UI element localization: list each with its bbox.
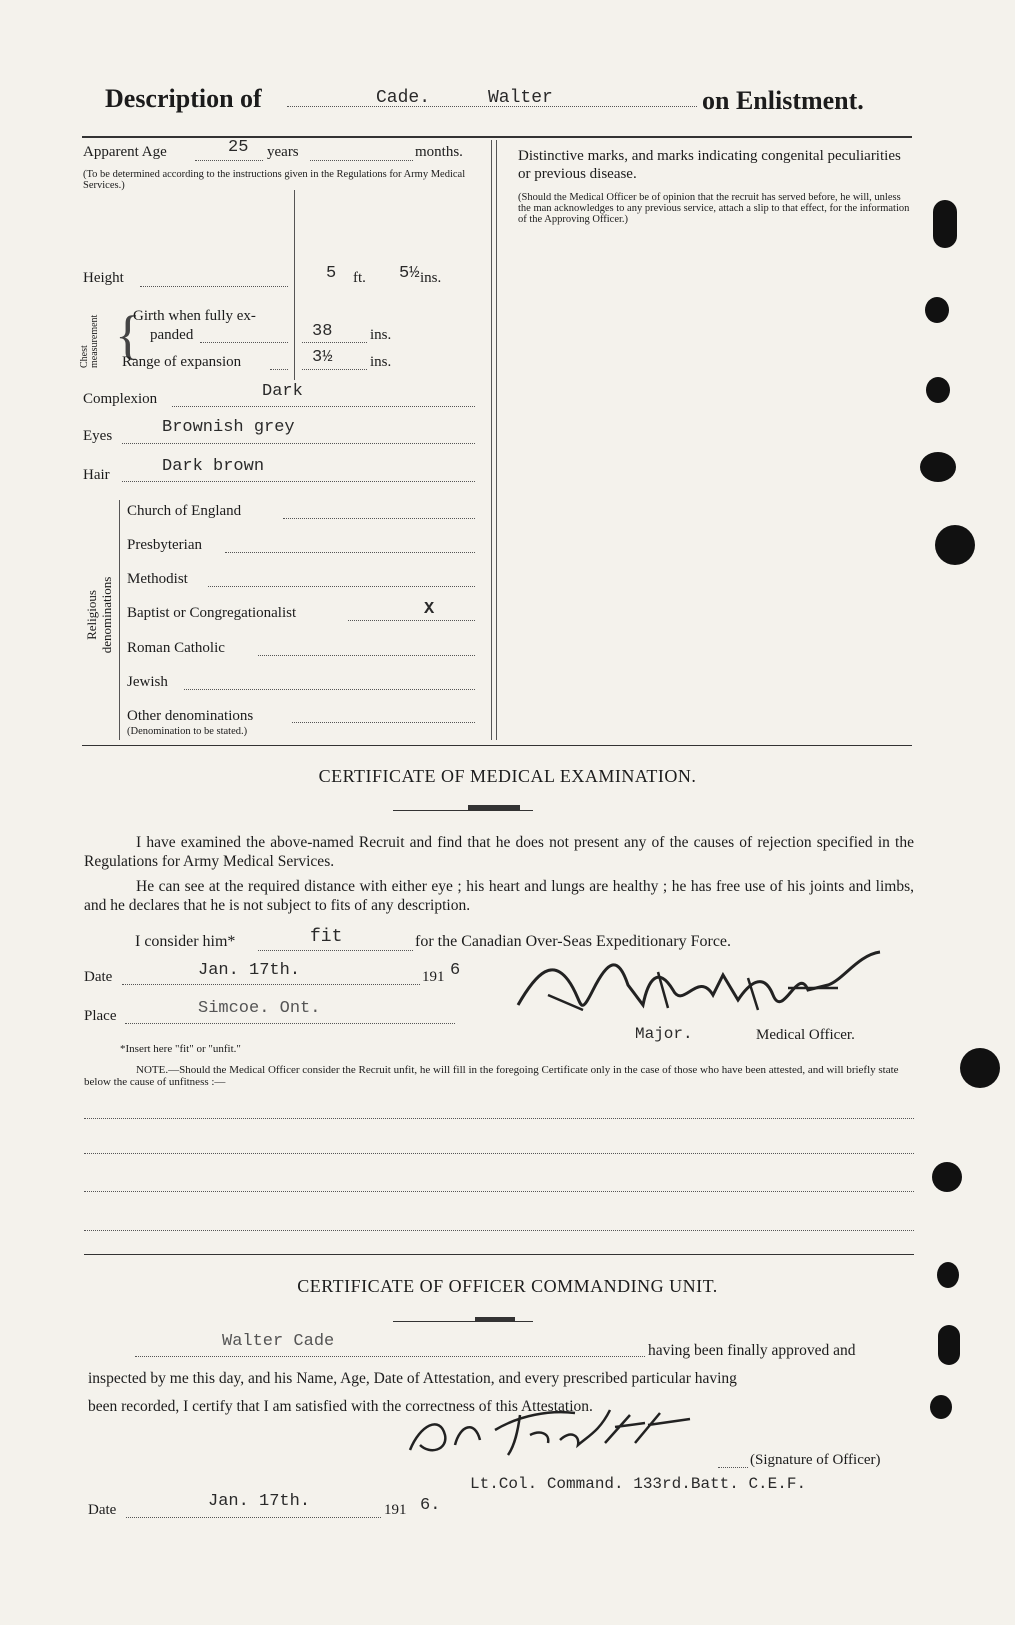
complexion-label: Complexion	[83, 391, 158, 407]
ins-label: ins.	[420, 270, 442, 286]
medical-para1: I have examined the above-named Recruit and find that he does not present any of the causes of rejection specified in the Regulations for Army Medical Services.	[84, 834, 914, 870]
unfit-note: NOTE.—Should the Medical Officer consider the Recruit unfit, he will fill in the foregoing Certificate only in the case of those who have been attested, and will briefly state below the cause of unfitness :—	[84, 1064, 899, 1088]
religion-label: Religious denominations	[84, 576, 114, 654]
denomination-label: Other denominations	[127, 708, 254, 724]
denomination-label: Presbyterian	[127, 537, 202, 553]
commanding-line3: been recorded, I certify that I am satisfied with the correctness of this Attestation.	[88, 1398, 593, 1415]
place-label: Place	[84, 1008, 117, 1024]
place-value: Simcoe. Ont.	[198, 999, 321, 1018]
denomination-note: (Denomination to be stated.)	[127, 726, 248, 737]
chest-label: Chest measurement	[79, 314, 100, 368]
denomination-mark: X	[424, 600, 435, 619]
marks-heading: Distinctive marks, and marks indicating congenital peculiarities or previous disease.	[518, 148, 901, 182]
hair-label: Hair	[83, 467, 110, 483]
punch-hole	[960, 1048, 1000, 1088]
eyes-value: Brownish grey	[162, 418, 295, 437]
commanding-officer-signature	[400, 1405, 720, 1465]
fit-value: fit	[310, 927, 343, 947]
punch-hole	[920, 452, 956, 482]
header-surname: Cade.	[376, 88, 431, 108]
height-ft-value: 5	[326, 264, 337, 283]
commanding-date-label: Date	[88, 1502, 117, 1518]
medical-para2: He can see at the required distance with either eye ; his heart and lungs are healthy ; he has free use of his joints and limbs, and he declares that he is not subject to fits of any description.	[84, 878, 914, 914]
girth-label-1: Girth when fully ex-	[133, 308, 256, 324]
medical-year-prefix: 191	[422, 969, 445, 985]
signature-label: (Signature of Officer)	[750, 1452, 881, 1468]
medical-officer-signature	[508, 950, 888, 1030]
punch-hole	[938, 1325, 960, 1365]
ft-label: ft.	[353, 270, 366, 286]
girth-label-2: panded	[150, 327, 194, 343]
insert-note: *Insert here "fit" or "unfit."	[120, 1043, 241, 1055]
age-value: 25	[228, 138, 249, 157]
commanding-year-prefix: 191	[384, 1502, 407, 1518]
rule-ornament	[475, 1317, 515, 1321]
commanding-date-value: Jan. 17th.	[208, 1492, 311, 1511]
medical-date-value: Jan. 17th.	[198, 961, 301, 980]
denomination-label: Roman Catholic	[127, 640, 225, 656]
age-label: Apparent Age	[83, 144, 167, 160]
age-note: (To be determined according to the instructions given in the Regulations for Army Medical Services.)	[83, 169, 466, 191]
denomination-label: Methodist	[127, 571, 188, 587]
rule-ornament	[468, 805, 520, 810]
range-ins-label: ins.	[370, 354, 392, 370]
medical-rank: Major.	[635, 1025, 693, 1043]
denomination-label: Baptist or Congregationalist	[127, 605, 297, 621]
range-label: Range of expansion	[122, 354, 242, 370]
commanding-title: CERTIFICATE OF OFFICER COMMANDING UNIT.	[297, 1276, 718, 1296]
years-label: years	[267, 144, 299, 160]
consider-prefix: I consider him*	[135, 933, 236, 950]
commanding-year-digit: 6.	[420, 1496, 441, 1515]
punch-hole	[933, 200, 957, 248]
header-prefix: Description of	[105, 84, 262, 113]
header-suffix: on Enlistment.	[702, 86, 864, 115]
range-value: 3½	[312, 348, 333, 367]
height-in-value: 5½	[399, 264, 420, 283]
consider-suffix: for the Canadian Over-Seas Expeditionary Force.	[415, 933, 732, 950]
girth-value: 38	[312, 322, 333, 341]
denomination-label: Jewish	[127, 674, 168, 690]
denomination-label: Church of England	[127, 503, 242, 519]
medical-year-digit: 6	[450, 961, 461, 980]
commanding-officer-title: Lt.Col. Command. 133rd.Batt. C.E.F.	[470, 1475, 807, 1493]
punch-hole	[935, 525, 975, 565]
eyes-label: Eyes	[83, 428, 113, 444]
punch-hole	[926, 377, 950, 403]
commanding-name-value: Walter Cade	[222, 1332, 335, 1351]
complexion-value: Dark	[262, 382, 303, 401]
header-given: Walter	[488, 88, 553, 108]
medical-title: CERTIFICATE OF MEDICAL EXAMINATION.	[318, 766, 697, 786]
marks-note: (Should the Medical Officer be of opinion that the recruit has served before, he will, unless the man acknowledges to any previous service, attach a slip to that effect, for the information of the Approving Officer.)	[518, 192, 910, 225]
girth-ins-label: ins.	[370, 327, 392, 343]
medical-date-label: Date	[84, 969, 113, 985]
commanding-line2: inspected by me this day, and his Name, Age, Date of Attestation, and every prescribed particular having	[88, 1370, 737, 1387]
punch-hole	[930, 1395, 952, 1419]
punch-hole	[932, 1162, 962, 1192]
height-label: Height	[83, 270, 124, 286]
months-label: months.	[415, 144, 463, 160]
chest-brace: {	[115, 305, 141, 365]
commanding-line1-suffix: having been finally approved and	[648, 1342, 856, 1359]
punch-hole	[925, 297, 949, 323]
hair-value: Dark brown	[162, 457, 265, 476]
medical-officer-label: Medical Officer.	[756, 1027, 855, 1043]
